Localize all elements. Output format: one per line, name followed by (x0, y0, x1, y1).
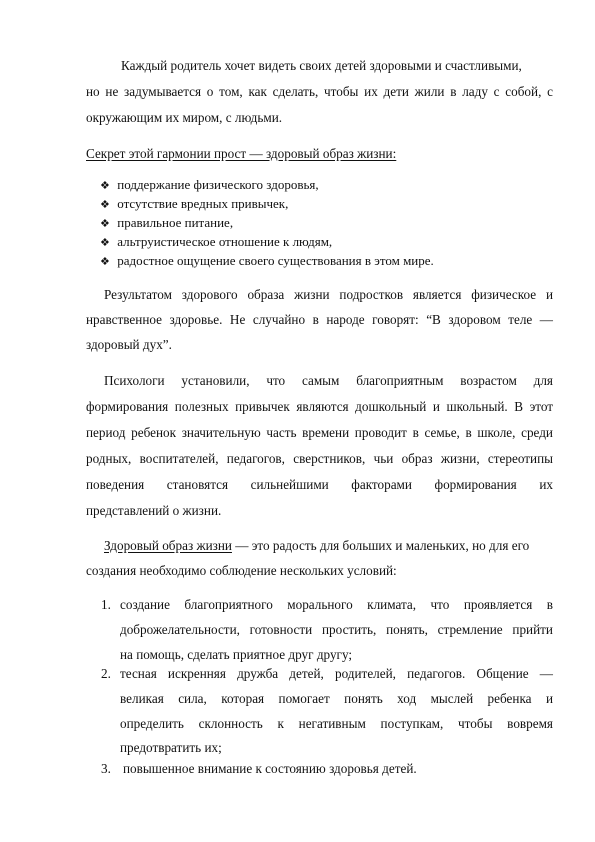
bullet-item (100, 196, 288, 213)
healthy-lifestyle-term: Здоровый образ жизни (104, 538, 232, 553)
bullet-text: отсутствие вредных привычек, (117, 196, 289, 211)
bullet-text: радостное ощущение своего существования в этом мире. (117, 253, 434, 268)
bullet-item (100, 234, 332, 251)
paragraph2-line-2: нравственное здоровье. Не случайно в народе говорят: “В здоровом теле — (86, 312, 553, 327)
diamond-bullet-icon: ❖ (100, 218, 110, 230)
numbered-item-3-line-1: повышенное внимание к состоянию здоровья детей. (123, 761, 417, 776)
diamond-bullet-icon: ❖ (100, 199, 110, 211)
bullet-text: правильное питание, (117, 215, 234, 230)
diamond-bullet-icon: ❖ (100, 256, 110, 268)
bullet-text: поддержание физического здоровья, (117, 177, 319, 192)
paragraph4-line-2: создания необходимо соблюдение нескольких условий: (86, 563, 397, 578)
paragraph1-line-3: окружающим их миром, с людьми. (86, 110, 283, 125)
numbered-item-2-line-4: предотвратить их; (120, 740, 222, 755)
list-number: 1. (101, 597, 111, 612)
diamond-bullet-icon: ❖ (100, 180, 110, 192)
paragraph1-line-1: Каждый родитель хочет видеть своих детей здоровыми и счастливыми, (121, 58, 522, 73)
paragraph3-line-5: поведения становятся сильнейшими факторами формирования их (86, 477, 553, 492)
paragraph3-line-3: период ребенок значительную часть времени проводит в семье, в школе, среди (86, 425, 553, 440)
paragraph3-line-4: родных, воспитателей, педагогов, сверстников, чьи образ жизни, стереотипы (86, 451, 553, 466)
paragraph3-line-1: Психологи установили, что самым благоприятным возрастом для (104, 373, 553, 388)
paragraph3-line-6: представлений о жизни. (86, 503, 222, 518)
paragraph4-line-1-rest: — это радость для больших и маленьких, но для его (231, 538, 530, 553)
bullet-item (100, 215, 233, 232)
numbered-item-1-line-3: на помощь, сделать приятное друг другу; (120, 647, 353, 662)
paragraph2-line-1: Результатом здорового образа жизни подростков является физическое и (104, 287, 553, 302)
paragraph4-line-1 (104, 538, 553, 554)
bullet-text: альтруистическое отношение к людям, (117, 234, 333, 249)
diamond-bullet-icon: ❖ (100, 237, 110, 249)
paragraph2-line-3: здоровый дух”. (86, 337, 172, 352)
paragraph3-line-2: формирования полезных привычек являются дошкольный и школьный. В этот (86, 399, 553, 414)
bullet-item (100, 253, 434, 270)
list-number: 3. (101, 761, 111, 776)
bullet-item (100, 177, 319, 194)
paragraph1-line-2: но не задумывается о том, как сделать, чтобы их дети жили в ладу с собой, с (86, 84, 553, 99)
list-number: 2. (101, 666, 111, 681)
numbered-item-2-line-2: великая сила, которая помогает понять ход мыслей ребенка и (120, 691, 553, 706)
numbered-item-1-line-2: доброжелательности, готовности простить, понять, стремление прийти (120, 622, 553, 637)
numbered-item-2-line-1: тесная искренняя дружба детей, родителей, педагогов. Общение — (120, 666, 553, 681)
numbered-item-1-line-1: создание благоприятного морального климата, что проявляется в (120, 597, 553, 612)
numbered-item-2-line-3: определить склонность к негативным поступкам, чтобы вовремя (120, 716, 553, 731)
secret-heading: Секрет этой гармонии прост — здоровый образ жизни: (86, 146, 397, 161)
